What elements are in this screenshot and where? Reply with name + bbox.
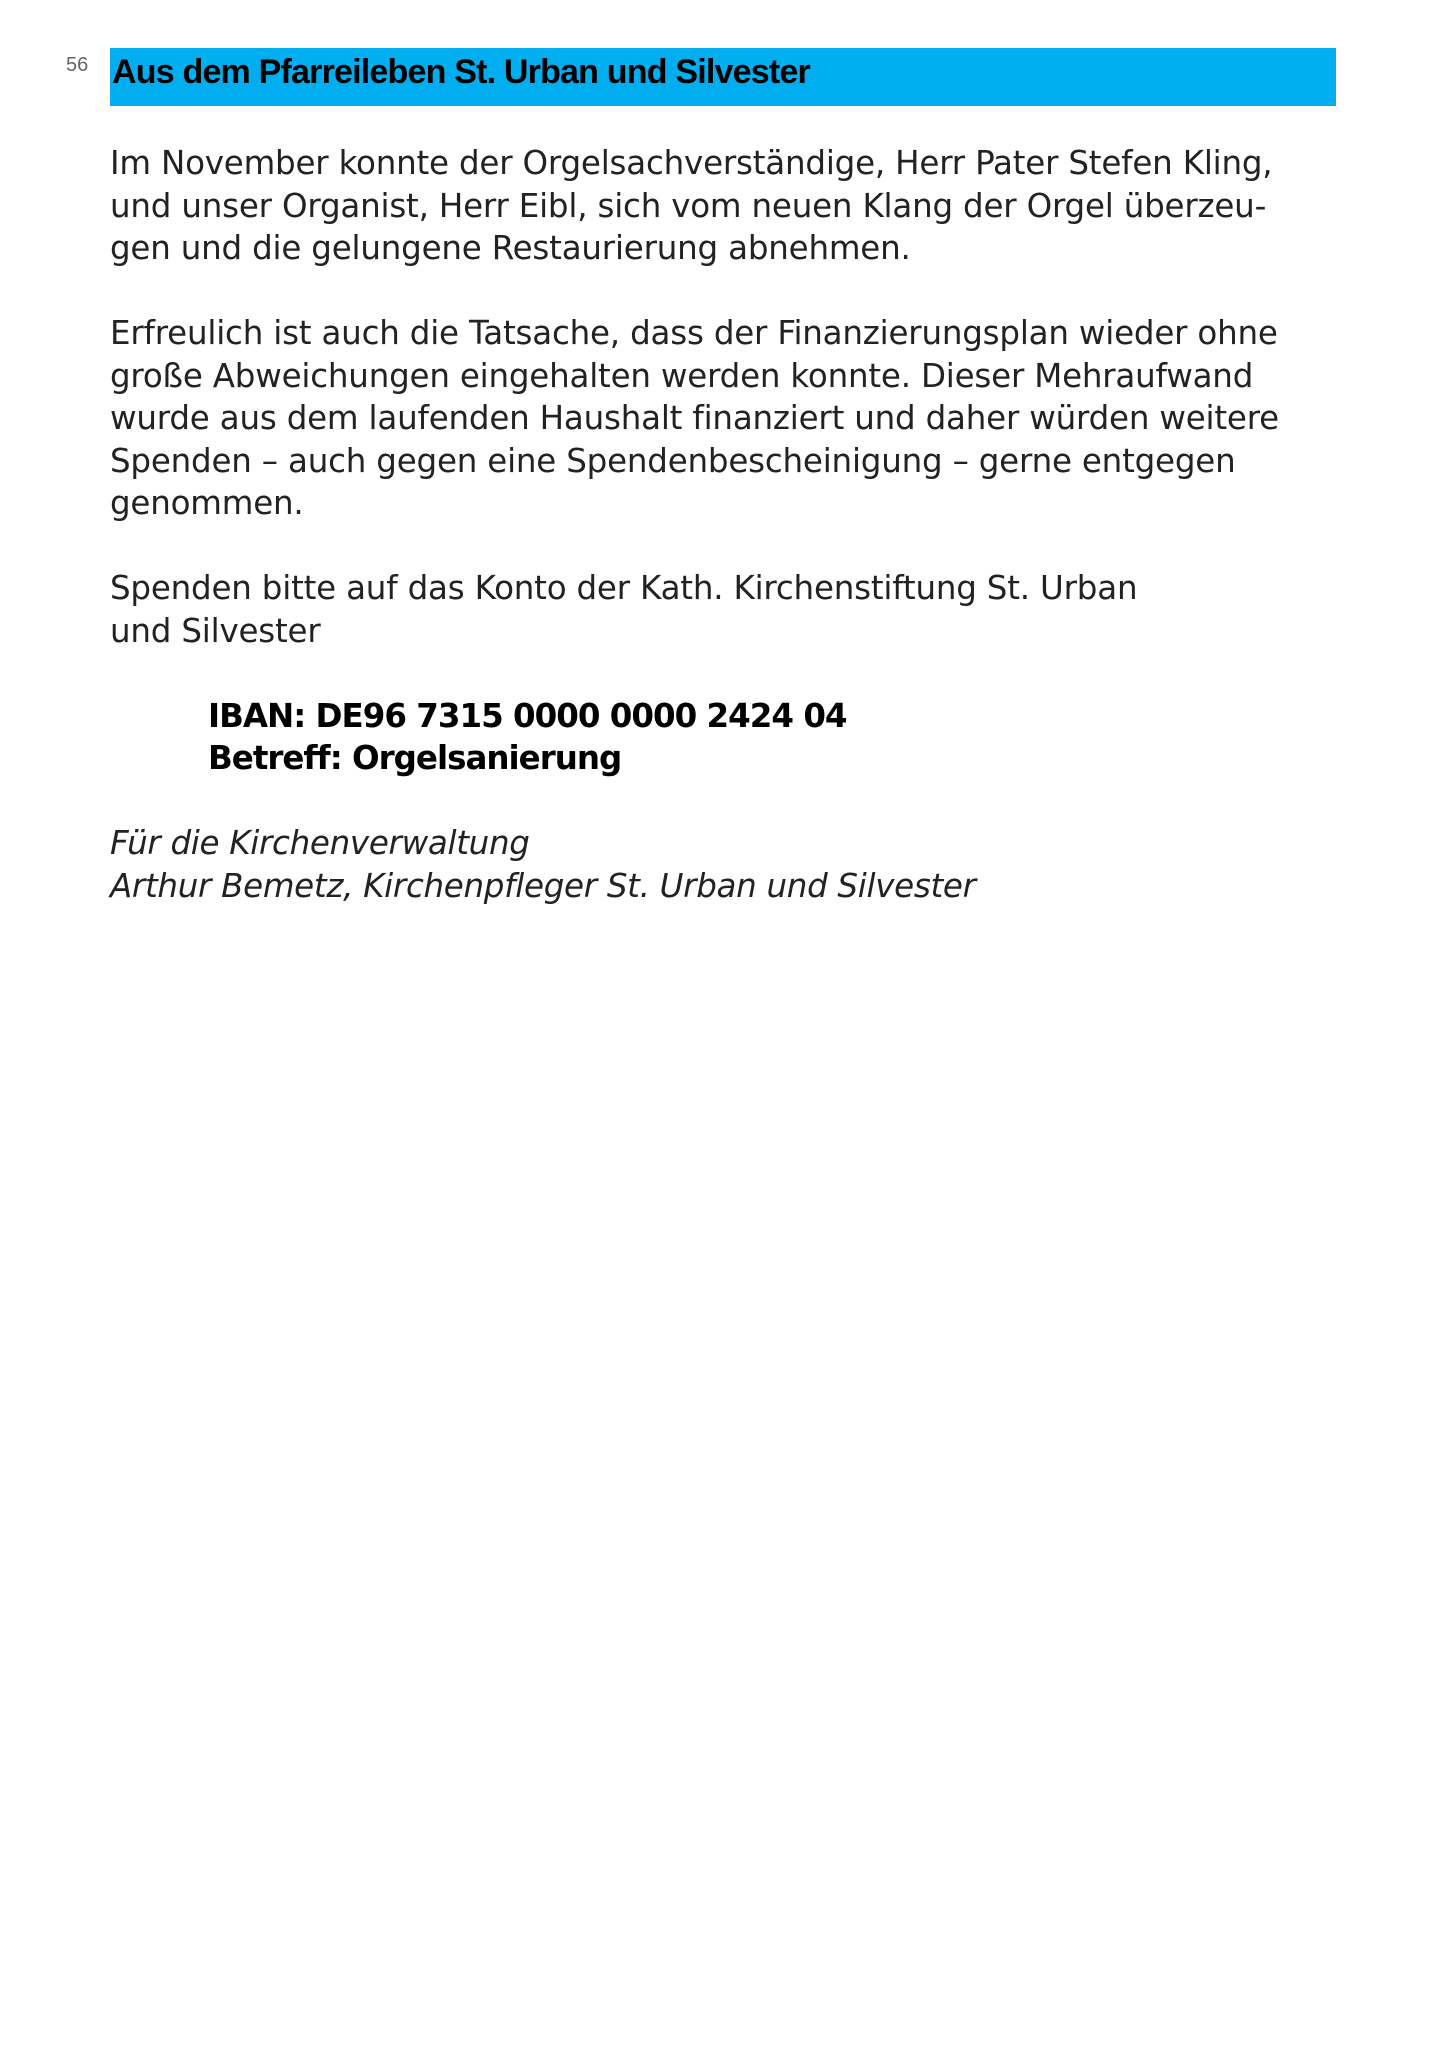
signature (110, 822, 1340, 907)
paragraph-financing (110, 312, 1340, 525)
paragraph-organ-inspection (110, 142, 1340, 270)
signature-name: Arthur Bemetz, Kirchenpfleger St. Urban und Silvester (110, 866, 976, 905)
text-line: wurde aus dem laufenden Haushalt finanziert und daher würden weitere (110, 399, 1279, 437)
signature-organization: Für die Kirchenverwaltung (110, 824, 530, 862)
iban: IBAN: DE96 7315 0000 0000 2424 04 (208, 696, 847, 735)
text-line: große Abweichungen eingehalten werden konnte. Dieser Mehraufwand (110, 356, 1254, 395)
text-line: und unser Organist, Herr Eibl, sich vom neuen Klang der Orgel überzeu- (110, 186, 1267, 225)
text-line: genommen. (110, 484, 304, 522)
bank-details (208, 695, 1340, 780)
text-line: Spenden – auch gegen eine Spendenbescheinigung – gerne entgegen (110, 441, 1236, 480)
text-line: Erfreulich ist auch die Tatsache, dass der Finanzierungsplan wieder ohne (110, 314, 1278, 352)
article-body (110, 142, 1340, 907)
payment-reference: Betreff: Orgelsanierung (208, 739, 622, 777)
text-line: Im November konnte der Orgelsachverständige, Herr Pater Stefen Kling, (110, 144, 1273, 182)
text-line: gen und die gelungene Restaurierung abnehmen. (110, 229, 911, 267)
page-number: 56 (66, 54, 89, 76)
text-line: und Silvester (110, 611, 321, 650)
paragraph-donation-account (110, 567, 1340, 652)
text-line: Spenden bitte auf das Konto der Kath. Kirchenstiftung St. Urban (110, 569, 1138, 607)
section-title: Aus dem Pfarreileben St. Urban und Silvester (112, 53, 810, 91)
